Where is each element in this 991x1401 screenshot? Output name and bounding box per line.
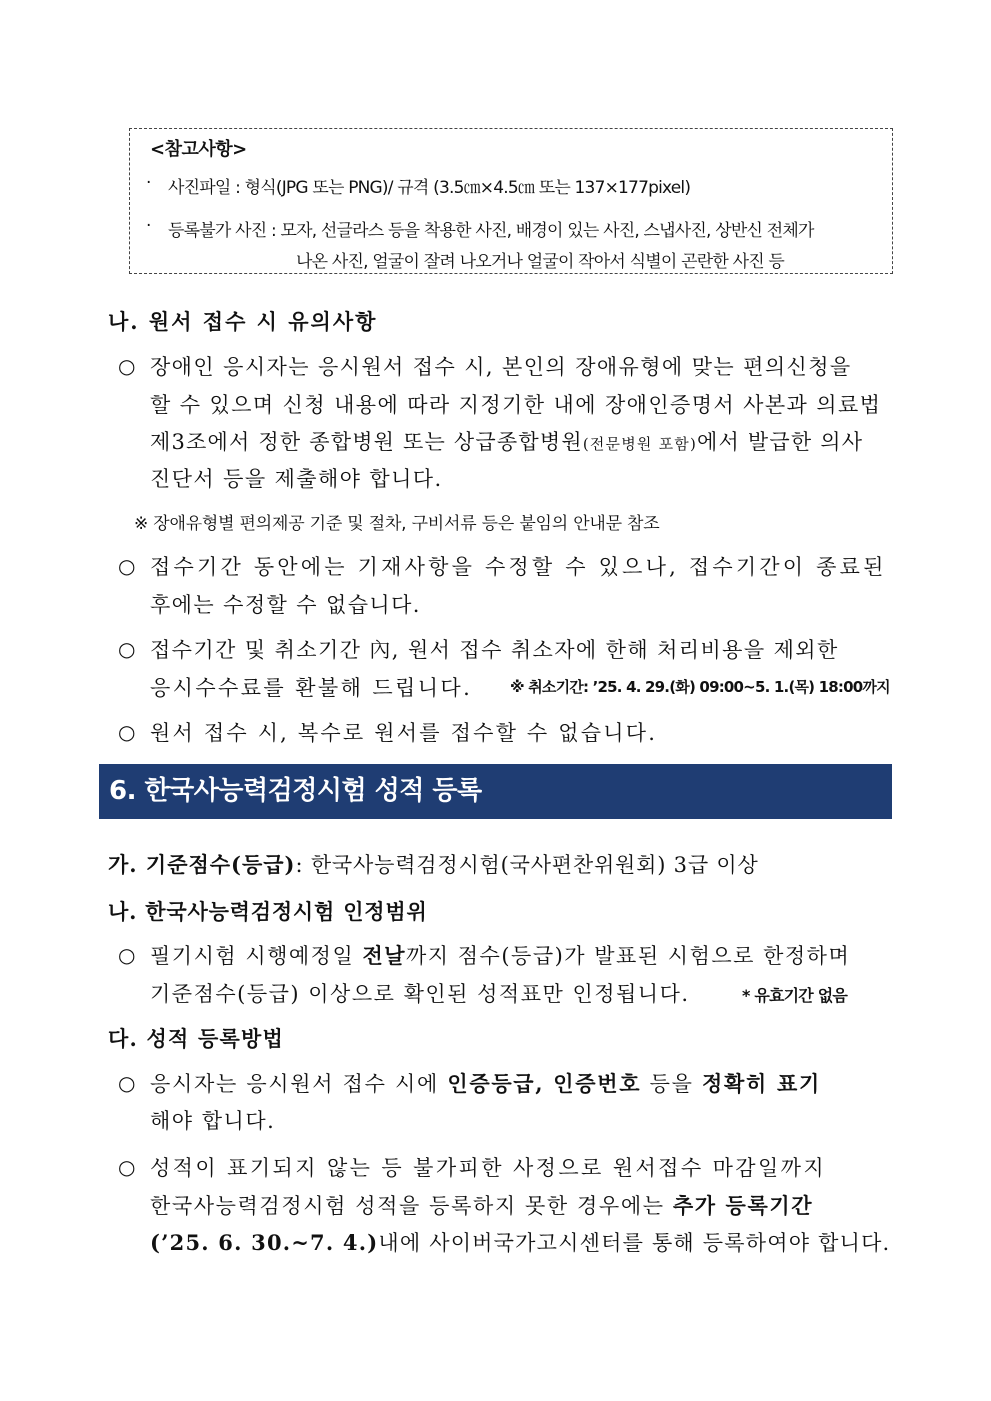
- not-allowed-photo-2: 나온 사진, 얼굴이 잘려 나오거나 얼굴이 작아서 식별이 곤란한 사진 등: [296, 252, 785, 272]
- not-allowed-photo-1: 등록불가 사진 : 모자, 선글라스 등을 착용한 사진, 배경이 있는 사진, 스냅사진, 상반신 전체가: [168, 221, 814, 241]
- section-heading-recognition-scope: 나. 한국사능력검정시험 인정범위: [108, 899, 428, 924]
- reference-title: <참고사항>: [150, 139, 247, 160]
- item1-line2: 할 수 있으며 신청 내용에 따라 지정기한 내에 장애인증명서 사본과 의료법: [150, 393, 882, 417]
- item4: 원서 접수 시, 복수로 원서를 접수할 수 없습니다.: [150, 721, 658, 745]
- circle-bullet: ○: [118, 637, 136, 661]
- validity-note: * 유효기간 없음: [742, 986, 848, 1005]
- method-item2-line3: (’25. 6. 30.~7. 4.)내에 사이버국가고시센터를 통해 등록하여야 합니다.: [150, 1230, 891, 1255]
- circle-bullet: ○: [118, 720, 136, 744]
- item2-line1: 접수기간 동안에는 기재사항을 수정할 수 있으나, 접수기간이 종료된: [150, 555, 887, 579]
- section6-banner: 6. 한국사능력검정시험 성적 등록: [99, 764, 892, 819]
- scope-line1: 필기시험 시행예정일 전날까지 점수(등급)가 발표된 시험으로 한정하며: [150, 943, 851, 968]
- circle-bullet: ○: [118, 1155, 136, 1179]
- section-heading-registration-method: 다. 성적 등록방법: [108, 1026, 284, 1051]
- photo-file-spec: 사진파일 : 형식(JPG 또는 PNG)/ 규격 (3.5㎝×4.5㎝ 또는 137×177pixel): [168, 178, 691, 198]
- circle-bullet: ○: [118, 554, 136, 578]
- section-heading-application-notes: 나. 원서 접수 시 유의사항: [108, 309, 378, 334]
- method-item2-line2: 한국사능력검정시험 성적을 등록하지 못한 경우에는 추가 등록기간: [150, 1193, 814, 1218]
- item3-line2: 응시수수료를 환불해 드립니다.: [150, 676, 473, 700]
- method-item1-line1: 응시자는 응시원서 접수 시에 인증등급, 인증번호 등을 정확히 표기: [150, 1071, 821, 1096]
- item2-line2: 후에는 수정할 수 없습니다.: [150, 593, 421, 617]
- item1-line1: 장애인 응시자는 응시원서 접수 시, 본인의 장애유형에 맞는 편의신청을: [150, 355, 852, 379]
- circle-bullet: ○: [118, 354, 136, 378]
- method-item2-line1: 성적이 표기되지 않는 등 불가피한 사정으로 원서접수 마감일까지: [150, 1156, 827, 1180]
- item1-line3: 제3조에서 정한 종합병원 또는 상급종합병원(전문병원 포함)에서 발급한 의사: [150, 430, 864, 454]
- cancel-period-note: ※ 취소기간: ’25. 4. 29.(화) 09:00~5. 1.(목) 18:00까지: [510, 678, 890, 696]
- scope-line2: 기준점수(등급) 이상으로 확인된 성적표만 인정됩니다.: [150, 982, 690, 1006]
- bullet: ·: [146, 173, 151, 193]
- method-item1-line2: 해야 합니다.: [150, 1109, 276, 1133]
- item1-note: ※ 장애유형별 편의제공 기준 및 절차, 구비서류 등은 붙임의 안내문 참조: [134, 514, 660, 534]
- item1-line4: 진단서 등을 제출해야 합니다.: [150, 467, 443, 491]
- criteria-line: 가. 기준점수(등급): 한국사능력검정시험(국사편찬위원회) 3급 이상: [108, 852, 759, 877]
- item3-line1: 접수기간 및 취소기간 內, 원서 접수 취소자에 한해 처리비용을 제외한: [150, 638, 839, 662]
- reference-box: [129, 128, 893, 274]
- bullet: ·: [146, 216, 151, 236]
- circle-bullet: ○: [118, 1071, 136, 1095]
- circle-bullet: ○: [118, 943, 136, 967]
